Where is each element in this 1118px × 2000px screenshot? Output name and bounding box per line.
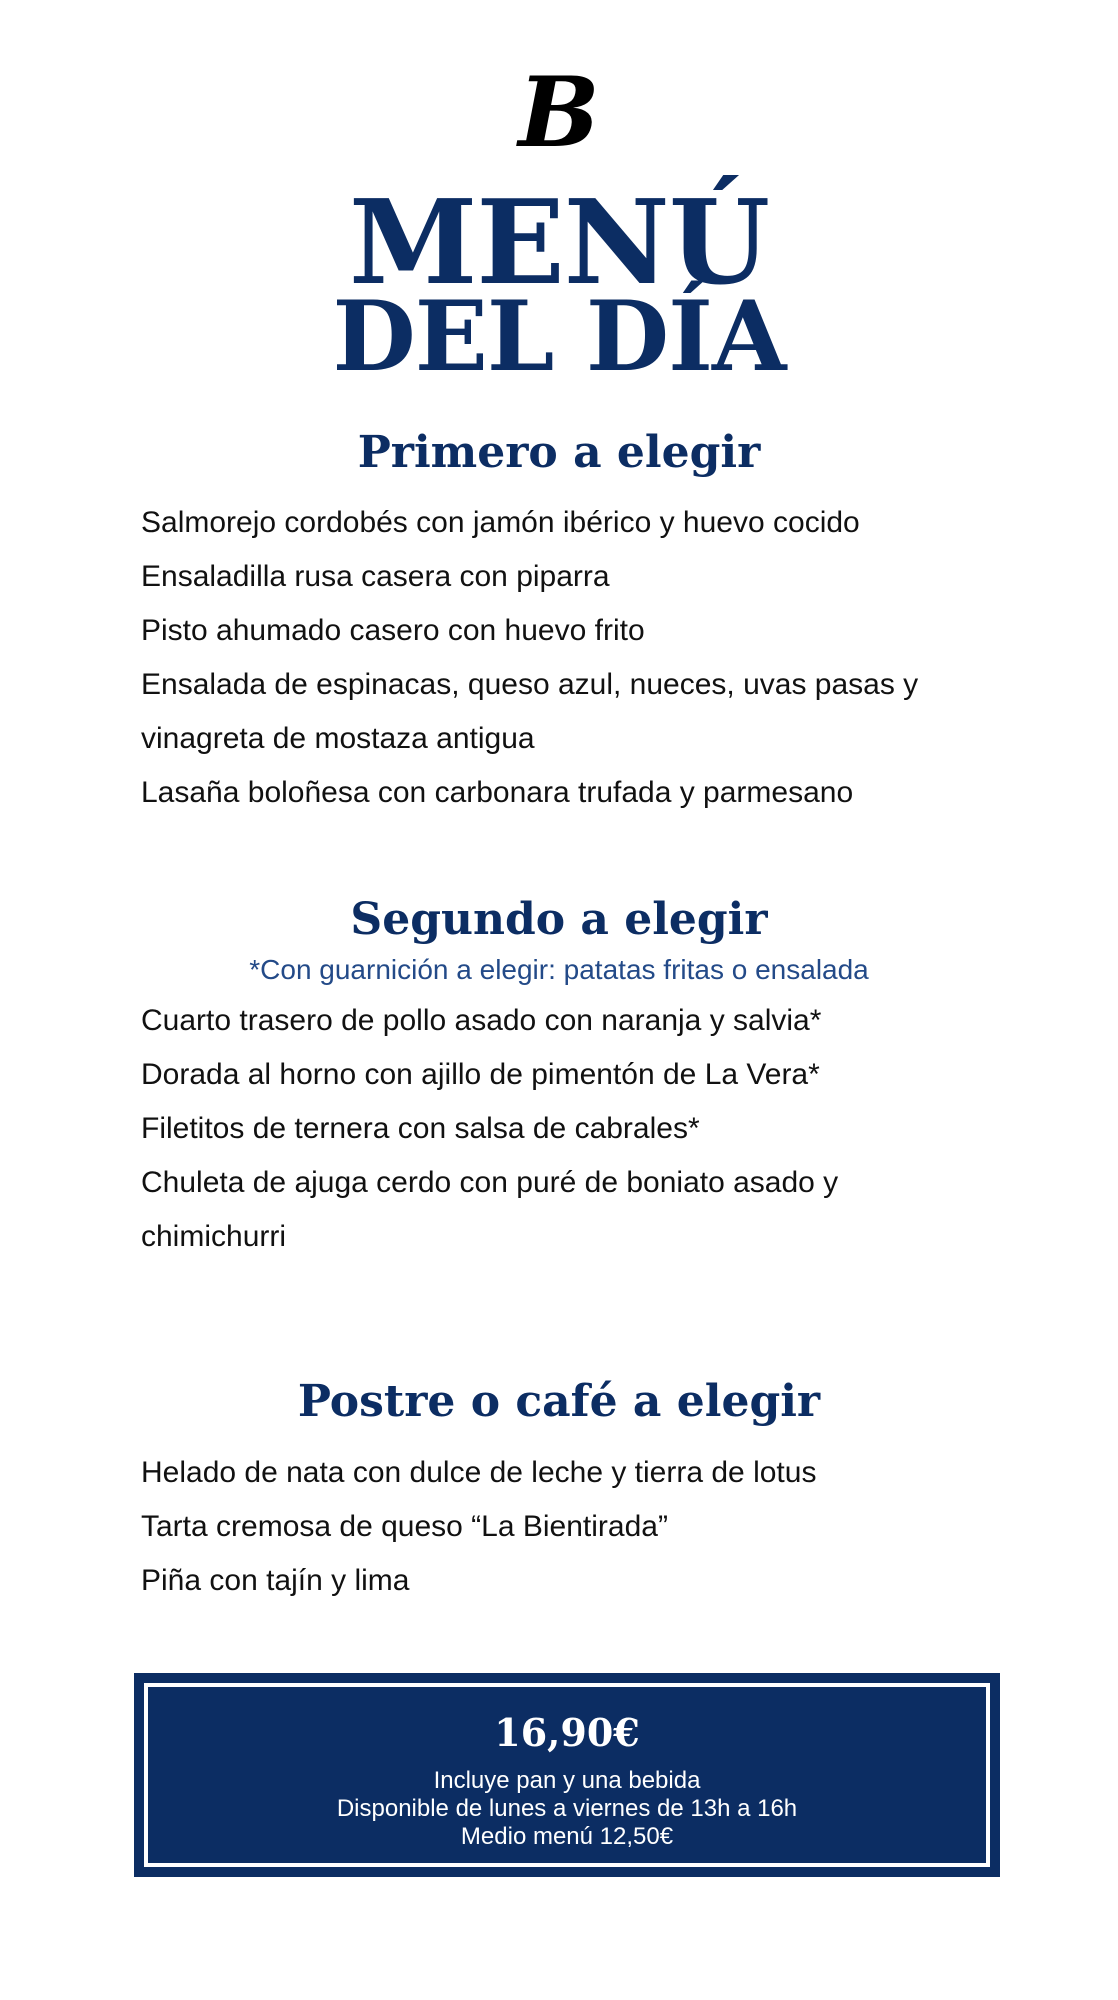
menu-item: Ensaladilla rusa casera con piparra	[141, 560, 610, 593]
section-list-postre	[141, 1446, 1021, 1608]
price-detail-half-menu: Medio menú 12,50€	[460, 1823, 674, 1850]
menu-item: Ensalada de espinacas, queso azul, nueces, uvas pasas y	[141, 668, 919, 701]
menu-title-line-1: MENÚ	[348, 175, 769, 311]
menu-item: Cuarto trasero de pollo asado con naranja y salvia*	[141, 1004, 822, 1037]
menu-item: Pisto ahumado casero con huevo frito	[141, 614, 645, 647]
menu-item: vinagreta de mostaza antigua	[141, 722, 535, 755]
menu-item: Dorada al horno con ajillo de pimentón de La Vera*	[141, 1058, 820, 1091]
section-list-segundo	[141, 994, 1021, 1264]
section-heading-postre: Postre o café a elegir	[297, 1376, 821, 1427]
menu-price: 16,90€	[494, 1710, 640, 1755]
section-note-guarnicion: *Con guarnición a elegir: patatas fritas o ensalada	[249, 954, 869, 985]
section-heading-segundo: Segundo a elegir	[350, 894, 768, 945]
price-detail-availability: Disponible de lunes a viernes de 13h a 16h	[336, 1795, 798, 1822]
menu-item: Tarta cremosa de queso “La Bientirada”	[141, 1510, 668, 1543]
logo-letter: B	[518, 56, 600, 169]
menu-item: Lasaña boloñesa con carbonara trufada y parmesano	[141, 776, 854, 809]
menu-item: Helado de nata con dulce de leche y tierra de lotus	[141, 1456, 817, 1489]
section-list-primero	[141, 496, 1021, 820]
logo	[0, 58, 1118, 168]
menu-item: Salmorejo cordobés con jamón ibérico y huevo cocido	[141, 506, 860, 539]
price-box-inner	[144, 1683, 990, 1867]
menu-item: Filetitos de ternera con salsa de cabrales*	[141, 1112, 700, 1145]
menu-item: Chuleta de ajuga cerdo con puré de boniato asado y	[141, 1166, 839, 1199]
menu-item: chimichurri	[141, 1220, 287, 1253]
price-details	[148, 1767, 986, 1851]
section-heading-primero: Primero a elegir	[357, 427, 761, 478]
menu-title-line-2: DEL DÍA	[332, 280, 786, 393]
price-box	[134, 1673, 1000, 1877]
price-detail-bread-drink: Incluye pan y una bebida	[433, 1767, 701, 1794]
menu-item: Piña con tajín y lima	[141, 1564, 410, 1597]
